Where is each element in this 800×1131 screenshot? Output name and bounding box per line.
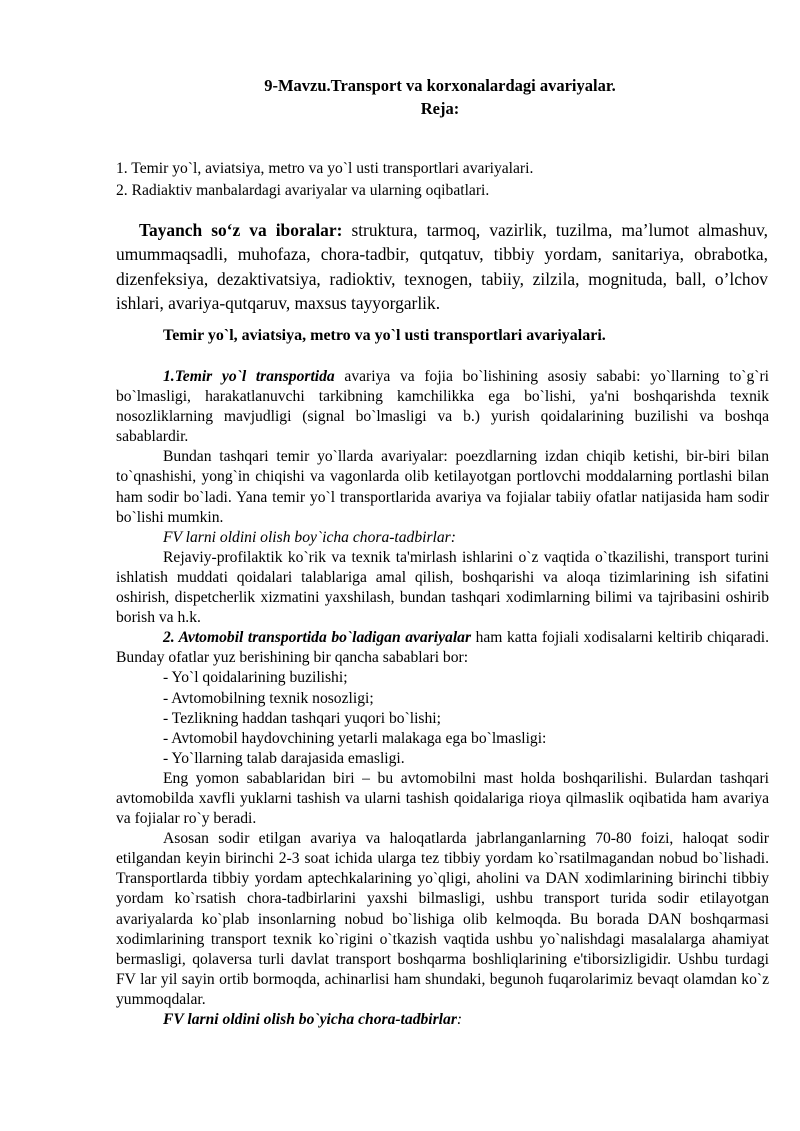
plan-heading: Reja: [420, 99, 460, 118]
section-heading: Temir yo`l, aviatsiya, metro va yo`l usti transportlari avariyalari. [163, 327, 606, 344]
paragraph-rail-accidents: Bundan tashqari temir yo`llarda avariyalar: poezdlarning izdan chiqib ketishi, bir-biri bilan to`qnashishi, yong`in chiqishi va vagonlarda olib ketilayotgan portlovchi moddalarning portlashi bilan ham sodir bo`ladi. Yana temir yo`l transportlarida avariya va fojialar tabiiy ofatlar natijasida ham sodir bo`lishi mumkin. [116, 448, 769, 526]
paragraph-rail-measures-heading: FV larni oldini olish boy`icha chora-tadbirlar: [163, 528, 456, 546]
rail-text: avariya va fojia bo`lishining asosiy sababi: yo`llarning to`g`ri bo`lmasligi, harakatlanuvchi tarkibning kamchilikka ega bo`lishi, ya'ni boshqarishda texnik nosozliklarning mavjudligi (signal bo`lmasligi va b.) yurish qoidalarining buzilishi va boshqa sabablardir. [116, 368, 769, 446]
list-item-4: - Avtomobil haydovchining yetarli malakaga ega bo`lmasligi: [163, 729, 547, 747]
page-title: 9-Mavzu.Transport va korxonalardagi avariyalar. [264, 76, 616, 95]
paragraph-drunk-driving: Eng yomon sabablaridan biri – bu avtomobilni mast holda boshqarilishi. Bulardan tashqari avtomobilda xavfli yuklarni tashish va ularni tashish qoidalariga rioya qilmaslik oqibatida ham avariya va fojialar ro`y beradi. [116, 769, 769, 828]
keywords-label: Tayanch so‘z va iboralar: [139, 220, 343, 240]
section-body [116, 367, 769, 1030]
keywords-paragraph [116, 218, 768, 316]
paragraph-auto-measures-heading [116, 1010, 769, 1030]
paragraph-rail-measures: Rejaviy-profilaktik ko`rik va texnik ta'mirlash ishlarini o`z vaqtida o`tkazilishi, transport turini ishlatish muddati qoidalari talablariga amal qilish, boshqarishi va aloqa tizimlarining ish sifatini oshirish, dispetcherlik xizmatini yaxshilash, bundan tashqari xodimlarning bilimi va tajribasini oshirib borish va h.k. [116, 548, 769, 627]
list-item-3: - Tezlikning haddan tashqari yuqori bo`lishi; [163, 709, 441, 727]
auto-lead: 2. Avtomobil transportida bo`ladigan avariyalar [163, 629, 472, 647]
auto-text: ham katta fojiali xodisalarni keltirib chiqaradi. Bunday ofatlar yuz berishining bir qancha sabablari bor: [116, 629, 769, 667]
paragraph-rail-transport [116, 367, 769, 447]
auto-measures-colon: : [456, 1011, 463, 1028]
plan-item-2: 2. Radiaktiv manbalardagi avariyalar va ularning oqibatlari. [116, 182, 490, 199]
keywords-text: struktura, tarmoq, vazirlik, tuzilma, ma’lumot almashuv, umummaqsadli, muhofaza, chora-tadbir, qutqatuv, tibbiy yordam, sanitariya, obrabotka, dizenfeksiya, dezaktivatsiya, radioktiv, texnogen, tabiiy, zilzila, mognituda, ball, o’lchov ishlari, avariya-qutqaruv, maxsus tayyorgarlik. [116, 220, 768, 314]
paragraph-auto-transport [116, 628, 769, 668]
plan-item-1: 1. Temir yo`l, aviatsiya, metro va yo`l usti transportlari avariyalari. [116, 160, 534, 177]
list-item-2: - Avtomobilning texnik nosozligi; [163, 689, 374, 707]
list-item-5: - Yo`llarning talab darajasida emasligi. [163, 749, 405, 767]
auto-measures-lead: FV larni oldini olish bo`yicha chora-tadbirlar [163, 1011, 457, 1028]
paragraph-casualties: Asosan sodir etilgan avariya va haloqatlarda jabrlanganlarning 70-80 foizi, haloqat sodir etilgandan keyin birinchi 2-3 soat ichida ularga tez tibbiy yordam ko`rsatilmagandan nobud bo`lishadi. Transportlarda tibbiy yordam aptechkalarining yo`qligi, aholini va DAN xodimlarining birinchi tibbiy yordam ko`rsatish chora-tadbirlarini yaxshi bilmasligi, ushbu transport turida sodir etilayotgan avariyalarda ko`plab insonlarning nobud bo`lishiga olib kelmoqda. Bu borada DAN boshqarmasi xodimlarining transport texnik ko`rigini o`tkazish vaqtida ushbu yo`nalishdagi masalalarga ahamiyat bermasligi, qolaversa turli davlat transport boshqarma boshliqlarining e'tiborsizligidir. Ushbu turdagi FV lar yil sayin ortib bormoqda, achinarlisi ham shundaki, begunoh fuqarolarimiz bevaqt olamdan ko`z yummoqdalar. [116, 830, 769, 1008]
list-item-1: - Yo`l qoidalarining buzilishi; [163, 669, 348, 687]
rail-lead: 1.Temir yo`l transportida [163, 368, 335, 385]
